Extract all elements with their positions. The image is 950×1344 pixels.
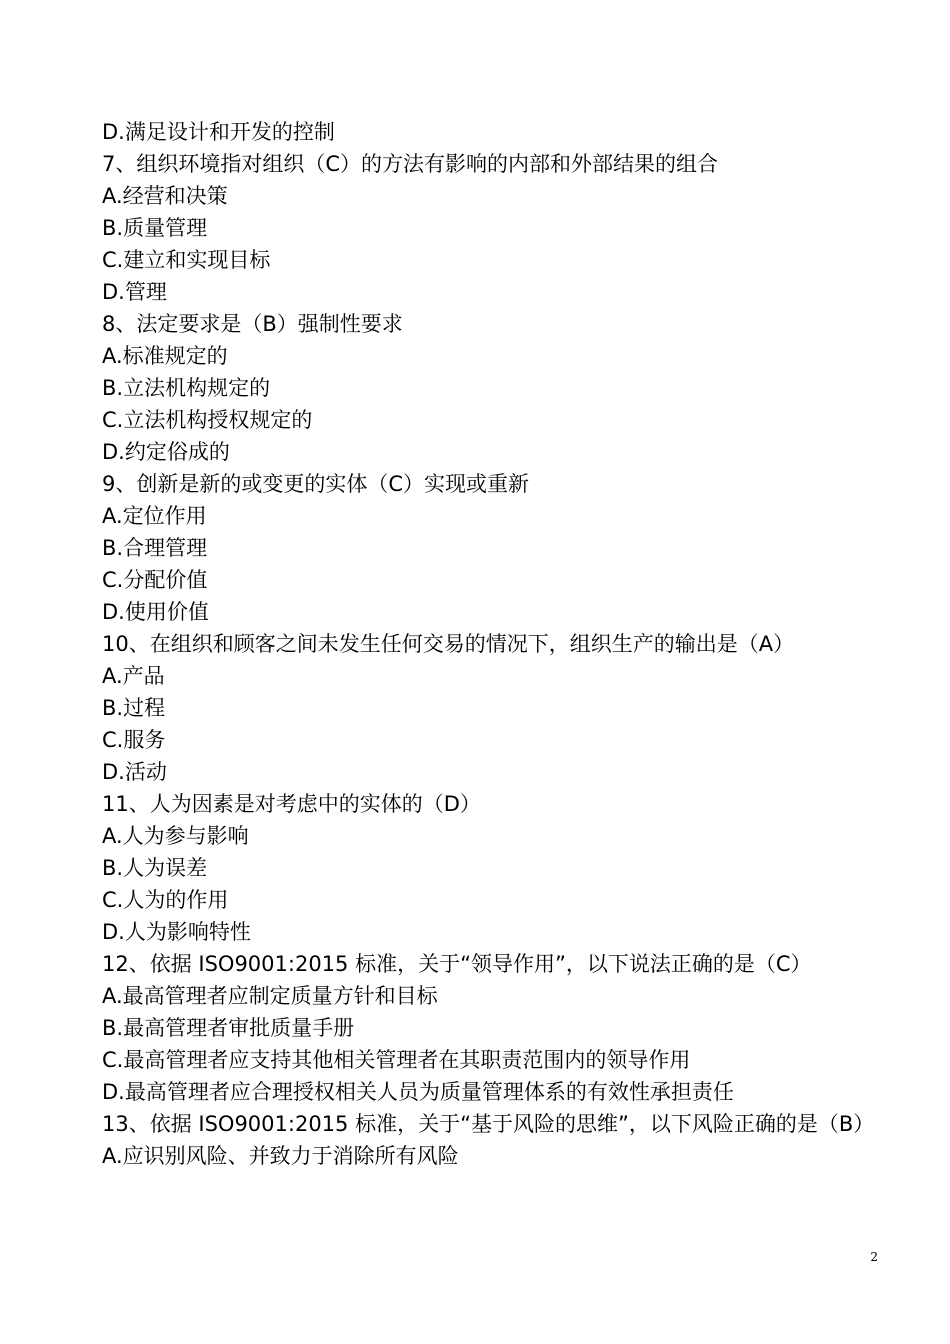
answer-option: C.最高管理者应支持其他相关管理者在其职责范围内的领导作用 bbox=[102, 1048, 691, 1072]
answer-option: D.最高管理者应合理授权相关人员为质量管理体系的有效性承担责任 bbox=[102, 1080, 734, 1104]
answer-option: D.约定俗成的 bbox=[102, 440, 230, 464]
answer-option: A.最高管理者应制定质量方针和目标 bbox=[102, 984, 438, 1008]
answer-option: C.分配价值 bbox=[102, 568, 208, 592]
question-text-block bbox=[102, 116, 875, 1172]
answer-option: D.活动 bbox=[102, 760, 167, 784]
answer-option: B.最高管理者审批质量手册 bbox=[102, 1016, 355, 1040]
page-number: 2 bbox=[870, 1250, 878, 1264]
answer-option: A.定位作用 bbox=[102, 504, 207, 528]
answer-option: D.管理 bbox=[102, 280, 167, 304]
question-11: 11、人为因素是对考虑中的实体的（D） bbox=[102, 792, 481, 816]
answer-option: A.人为参与影响 bbox=[102, 824, 249, 848]
answer-option: A.应识别风险、并致力于消除所有风险 bbox=[102, 1144, 459, 1168]
question-9: 9、创新是新的或变更的实体（C）实现或重新 bbox=[102, 472, 530, 496]
answer-option: A.经营和决策 bbox=[102, 184, 228, 208]
answer-option: B.人为误差 bbox=[102, 856, 208, 880]
answer-option: C.建立和实现目标 bbox=[102, 248, 271, 272]
answer-option: B.合理管理 bbox=[102, 536, 208, 560]
answer-option: B.质量管理 bbox=[102, 216, 208, 240]
question-8: 8、法定要求是（B）强制性要求 bbox=[102, 312, 403, 336]
answer-option: D.使用价值 bbox=[102, 600, 209, 624]
answer-option: C.立法机构授权规定的 bbox=[102, 408, 313, 432]
question-12: 12、依据 ISO9001:2015 标准，关于“领导作用”，以下说法正确的是（C） bbox=[102, 952, 812, 976]
question-7: 7、组织环境指对组织（C）的方法有影响的内部和外部结果的组合 bbox=[102, 152, 719, 176]
question-10: 10、在组织和顾客之间未发生任何交易的情况下，组织生产的输出是（A） bbox=[102, 632, 795, 656]
answer-option: C.服务 bbox=[102, 728, 166, 752]
answer-option: B.立法机构规定的 bbox=[102, 376, 271, 400]
answer-option: A.标准规定的 bbox=[102, 344, 228, 368]
answer-option: A.产品 bbox=[102, 664, 165, 688]
answer-option: C.人为的作用 bbox=[102, 888, 229, 912]
answer-option: B.过程 bbox=[102, 696, 166, 720]
question-13: 13、依据 ISO9001:2015 标准，关于“基于风险的思维”，以下风险正确的是（B） bbox=[102, 1112, 875, 1136]
answer-option: D.满足设计和开发的控制 bbox=[102, 120, 335, 144]
answer-option: D.人为影响特性 bbox=[102, 920, 251, 944]
